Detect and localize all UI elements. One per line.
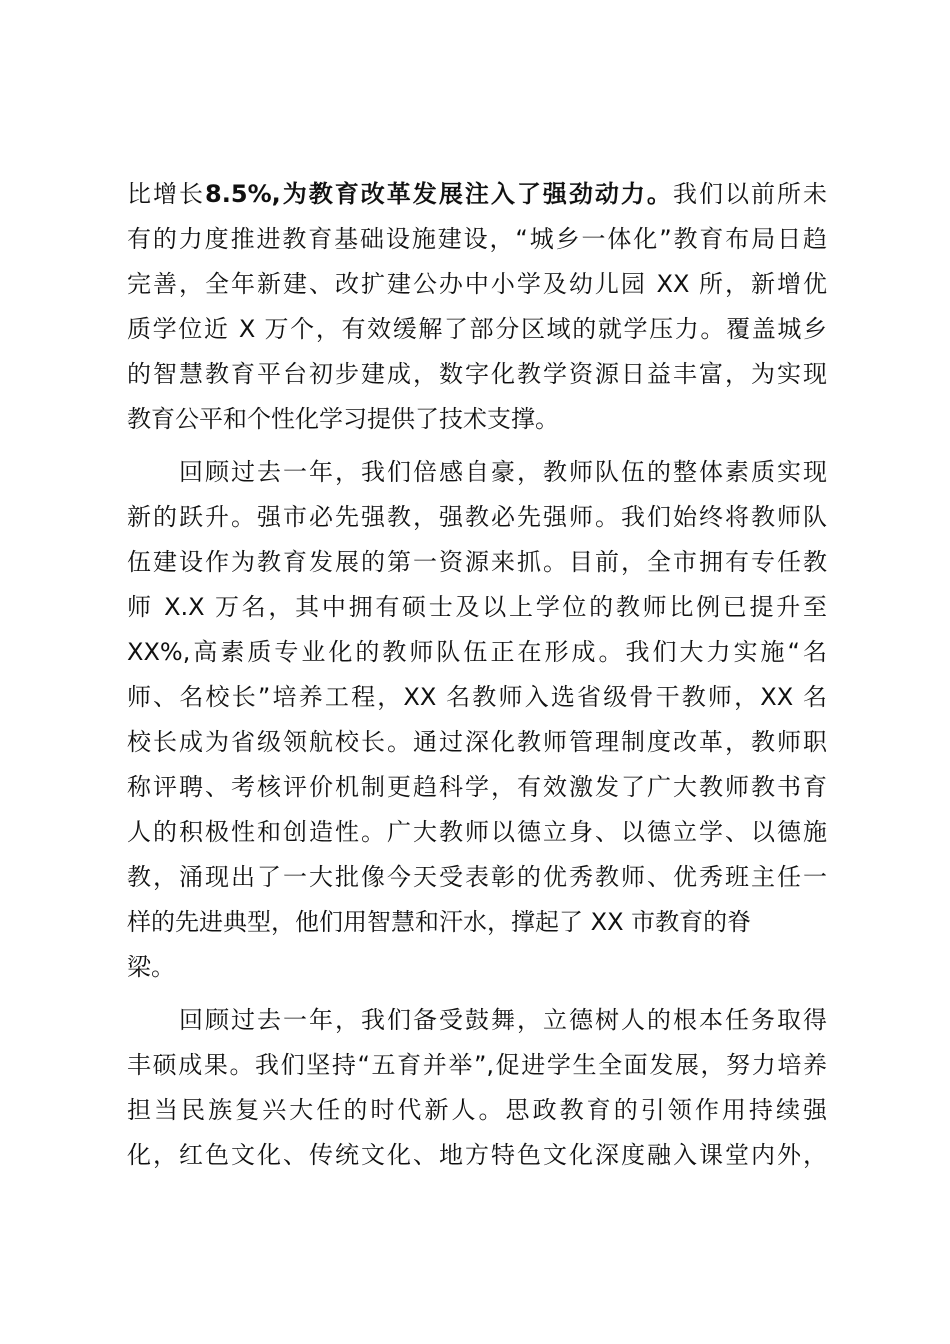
text-run: 我们以前所未	[672, 180, 828, 208]
paragraph-line: 称评聘、考核评价机制更趋科学，有效激发了广大教师教书育	[127, 773, 827, 801]
paragraph-line: 师、名校长”培养工程，XX 名教师入选省级骨干教师，XX 名	[127, 683, 827, 711]
paragraph-line: 伍建设作为教育发展的第一资源来抓。目前，全市拥有专任教	[127, 548, 827, 576]
paragraph-line: 完善，全年新建、改扩建公办中小学及幼儿园 XX 所，新增优	[127, 270, 827, 298]
text-run: 比增长	[127, 180, 206, 208]
paragraph-line: 人的积极性和创造性。广大教师以德立身、以德立学、以德施	[127, 818, 827, 846]
paragraph-3	[127, 998, 827, 1178]
paragraph-line: 的智慧教育平台初步建成，数字化教学资源日益丰富，为实现	[127, 360, 827, 388]
paragraph-1	[127, 172, 827, 442]
paragraph-line: 丰硕成果。我们坚持“五育并举”,促进学生全面发展，努力培养	[127, 1051, 827, 1079]
paragraph-line: 回顾过去一年，我们倍感自豪，教师队伍的整体素质实现	[179, 458, 827, 486]
paragraph-line: 师 X.X 万名，其中拥有硕士及以上学位的教师比例已提升至	[127, 593, 827, 621]
paragraph-line: 样的先进典型，他们用智慧和汗水，撑起了 XX 市教育的脊	[127, 908, 752, 936]
paragraph-line: 质学位近 X 万个，有效缓解了部分区域的就学压力。覆盖城乡	[127, 315, 827, 343]
paragraph-line: XX%,高素质专业化的教师队伍正在形成。我们大力实施“名	[127, 638, 827, 666]
paragraph-line: 教育公平和个性化学习提供了技术支撑。	[127, 405, 559, 433]
paragraph-line: 有的力度推进教育基础设施建设，“城乡一体化”教育布局日趋	[127, 225, 827, 253]
paragraph-line: 梁。	[127, 953, 175, 981]
bold-text-run: 8.5%,为教育改革发展注入了强劲动力。	[205, 180, 673, 208]
paragraph-line: 新的跃升。强市必先强教，强教必先强师。我们始终将教师队	[127, 503, 827, 531]
paragraph-2	[127, 450, 827, 990]
paragraph-line: 回顾过去一年，我们备受鼓舞，立德树人的根本任务取得	[179, 1006, 827, 1034]
paragraph-line: 教，涌现出了一大批像今天受表彰的优秀教师、优秀班主任一	[127, 863, 827, 891]
paragraph-line	[127, 172, 827, 217]
document-body	[127, 172, 827, 1178]
paragraph-line: 校长成为省级领航校长。通过深化教师管理制度改革，教师职	[127, 728, 827, 756]
paragraph-line: 担当民族复兴大任的时代新人。思政教育的引领作用持续强	[127, 1096, 827, 1124]
paragraph-line: 化，红色文化、传统文化、地方特色文化深度融入课堂内外，	[127, 1141, 827, 1169]
